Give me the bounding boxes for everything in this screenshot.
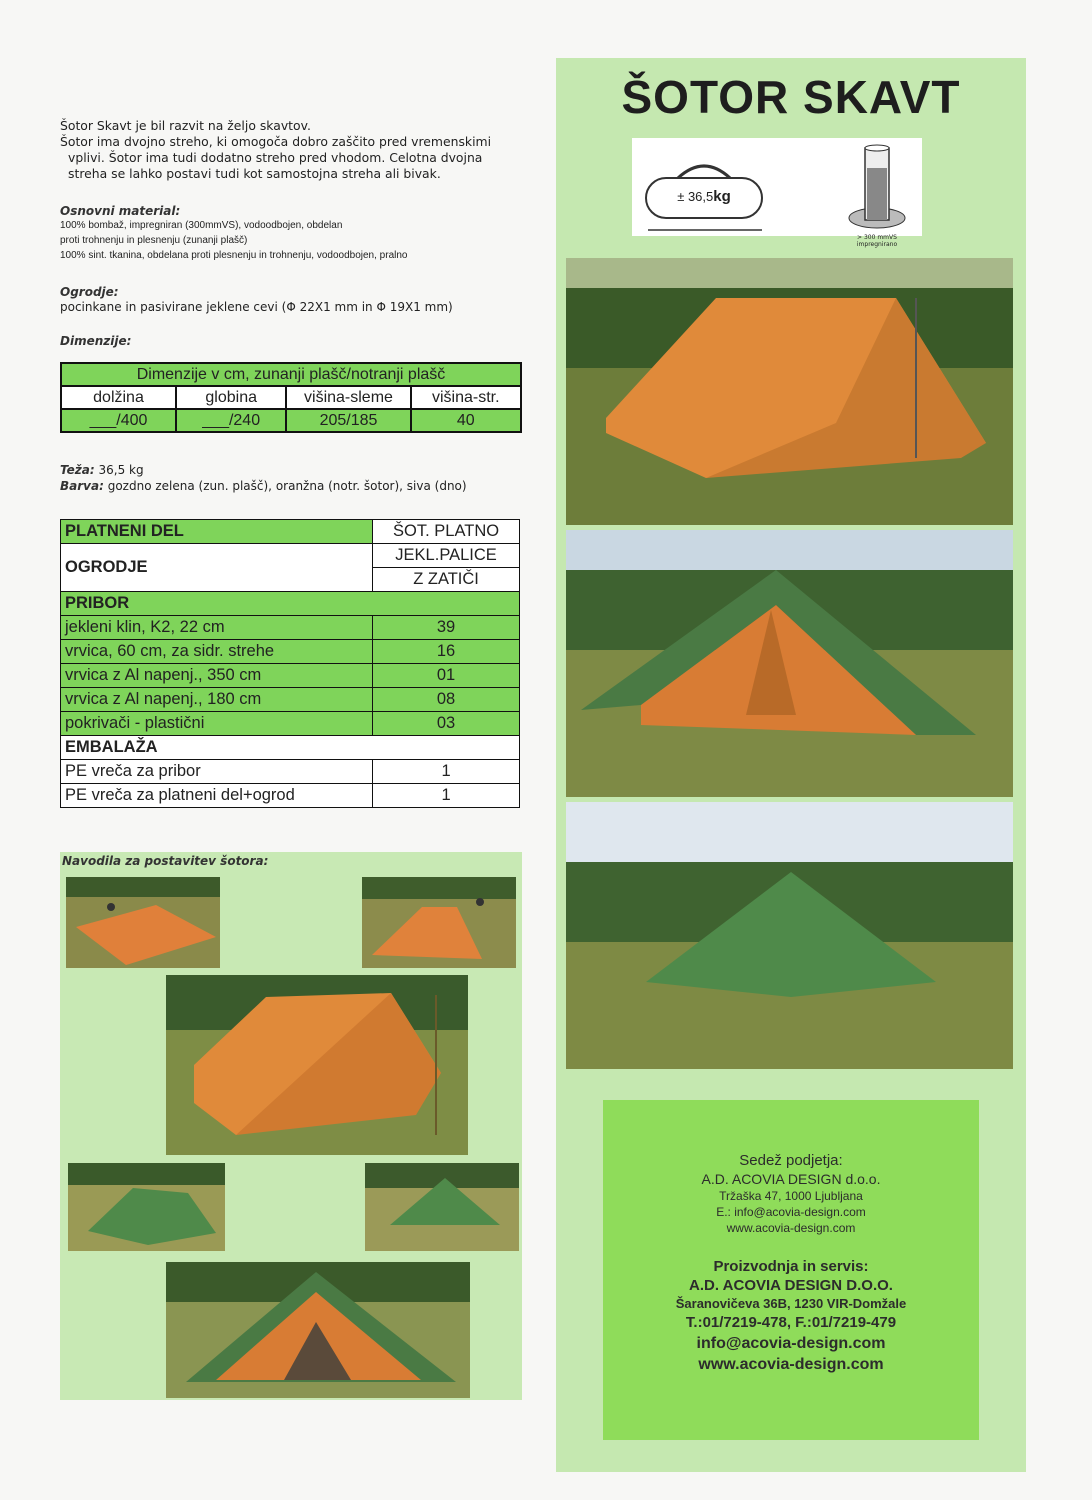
- weight-label: Teža:: [60, 463, 95, 477]
- material-line: proti trohnenju in plesnenju (zunanji plašč): [60, 235, 248, 246]
- frame-value: JEKL.PALICE: [373, 544, 520, 568]
- intro-line: Šotor Skavt je bil razvit na željo skavtov.: [60, 118, 311, 133]
- dimensions-table: [60, 362, 522, 433]
- accessory-qty: 01: [373, 664, 520, 688]
- dim-header: globina: [176, 386, 286, 409]
- step-photo-fly: [68, 1163, 225, 1251]
- prod-phone: T.:01/7219-478, F.:01/7219-479: [685, 1314, 897, 1331]
- dim-header: višina-sleme: [286, 386, 410, 409]
- step-photo-open: [166, 1262, 470, 1398]
- accessories-heading: PRIBOR: [61, 592, 520, 616]
- prod-name: A.D. ACOVIA DESIGN D.O.O.: [689, 1277, 893, 1294]
- accessory-qty: 03: [373, 712, 520, 736]
- color-value: gozdno zelena (zun. plašč), oranžna (notr. šotor), siva (dno): [107, 479, 467, 493]
- frame-section: [60, 285, 550, 315]
- seat-name: A.D. ACOVIA DESIGN d.o.o.: [701, 1171, 881, 1187]
- bag-weight-text: [640, 188, 768, 205]
- seat-address: Tržaška 47, 1000 Ljubljana: [719, 1189, 863, 1203]
- accessory-name: vrvica z Al napenj., 350 cm: [61, 664, 373, 688]
- frame-value: Z ZATIČI: [373, 568, 520, 592]
- step-photo-flat: [66, 877, 220, 968]
- bag-weight-value: ± 36,5: [677, 189, 714, 204]
- accessory-name: vrvica z Al napenj., 180 cm: [61, 688, 373, 712]
- intro-text: [60, 118, 550, 182]
- accessory-qty: 08: [373, 688, 520, 712]
- dimensions-heading: Dimenzije:: [60, 334, 132, 348]
- photo-round-tent: [566, 802, 1013, 1069]
- frame-heading: Ogrodje:: [60, 285, 119, 299]
- accessory-name: vrvica, 60 cm, za sidr. strehe: [61, 640, 373, 664]
- bag-weight-unit: kg: [713, 188, 731, 205]
- water-column-label: [840, 234, 914, 248]
- material-line: 100% bombaž, impregniran (300mmVS), vodoodbojen, obdelan: [60, 220, 343, 231]
- frame-label: OGRODJE: [61, 544, 373, 592]
- step-photo-inner-tent: [166, 975, 468, 1155]
- photo-inner-tent: [566, 258, 1013, 525]
- packaging-qty: 1: [373, 760, 520, 784]
- step-photo-round: [365, 1163, 519, 1251]
- prod-web: www.acovia-design.com: [698, 1356, 884, 1373]
- product-title: ŠOTOR SKAVT: [621, 71, 961, 123]
- frame-text: pocinkane in pasivirane jeklene cevi (Φ 22X1 mm in Φ 19X1 mm): [60, 300, 453, 314]
- seat-email: E.: info@acovia-design.com: [716, 1205, 866, 1219]
- packaging-name: PE vreča za platneni del+ogrod: [61, 784, 373, 808]
- material-line: 100% sint. tkanina, obdelana proti plesnenju in trohnenju, vodoodbojen, pralno: [60, 250, 408, 261]
- weight-value: 36,5 kg: [98, 463, 144, 477]
- prod-label: Proizvodnja in servis:: [713, 1258, 869, 1275]
- packaging-heading: EMBALAŽA: [61, 736, 520, 760]
- accessory-qty: 16: [373, 640, 520, 664]
- canvas-value: ŠOT. PLATNO: [373, 520, 520, 544]
- dim-value: ___/400: [61, 409, 176, 432]
- prod-address: Šaranovičeva 36B, 1230 VIR-Domžale: [675, 1296, 907, 1311]
- accessory-name: pokrivači - plastični: [61, 712, 373, 736]
- seat-web: www.acovia-design.com: [726, 1221, 856, 1235]
- color-label: Barva:: [60, 479, 104, 493]
- seat-label: Sedež podjetja:: [739, 1152, 843, 1169]
- accessory-name: jekleni klin, K2, 22 cm: [61, 616, 373, 640]
- photo-tent-front: [566, 530, 1013, 797]
- water-label: > 300 mmVS: [857, 234, 897, 241]
- water-column-icon: [846, 144, 908, 232]
- intro-line: streha se lahko postavi tudi kot samostojna streha ali bivak.: [68, 166, 441, 181]
- dim-header: dolžina: [61, 386, 176, 409]
- intro-line: Šotor ima dvojno streho, ki omogoča dobro zaščito pred vremenskimi: [60, 134, 492, 149]
- weight-color: [60, 462, 550, 494]
- step-photo-raising: [362, 877, 516, 968]
- material-heading: Osnovni material:: [60, 204, 181, 218]
- company-box: [603, 1100, 979, 1440]
- dim-value: 205/185: [286, 409, 410, 432]
- dim-header: višina-str.: [411, 386, 521, 409]
- packaging-qty: 1: [373, 784, 520, 808]
- accessory-qty: 39: [373, 616, 520, 640]
- packaging-name: PE vreča za pribor: [61, 760, 373, 784]
- prod-email: info@acovia-design.com: [696, 1335, 886, 1352]
- dim-value: ___/240: [176, 409, 286, 432]
- dim-value: 40: [411, 409, 521, 432]
- dimensions-table-title: Dimenzije v cm, zunanji plašč/notranji plašč: [61, 363, 521, 386]
- intro-line: vplivi. Šotor ima tudi dodatno streho pred vhodom. Celotna dvojna: [68, 150, 483, 165]
- canvas-label: PLATNENI DEL: [61, 520, 373, 544]
- instructions-heading: Navodila za postavitev šotora:: [62, 854, 269, 868]
- spec-table: [60, 519, 520, 808]
- water-sublabel: impregnirano: [856, 241, 898, 248]
- material-section: [60, 204, 550, 263]
